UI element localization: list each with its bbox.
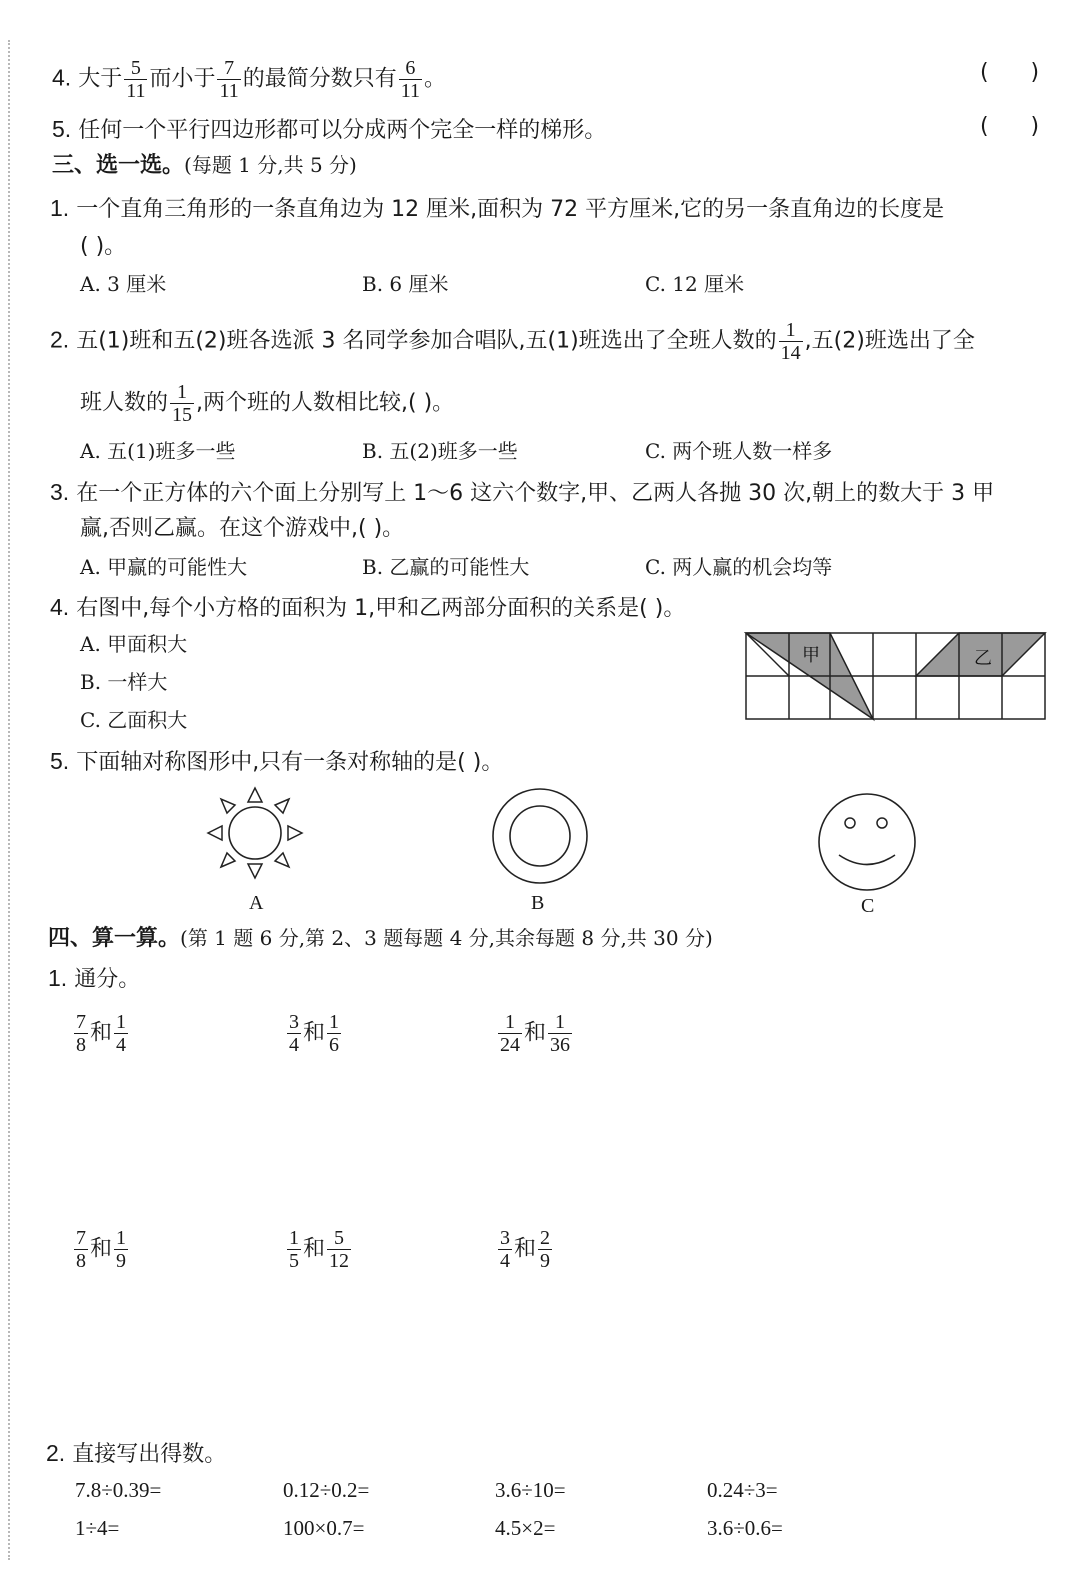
question-text: 五(1)班和五(2)班各选派 3 名同学参加合唱队,五(1)班选出了全班人数的	[76, 328, 777, 354]
question-text-line2: 赢,否则乙赢。在这个游戏中,( )。	[80, 516, 405, 541]
option-b[interactable]: B. 一样大	[80, 670, 168, 694]
question-number: 2.	[46, 1440, 66, 1466]
choice-question-4	[50, 592, 685, 624]
question-text: 在一个正方体的六个面上分别写上 1～6 这六个数字,甲、乙两人各抛 30 次,朝上的数大于 3 甲	[76, 481, 995, 506]
option-a[interactable]: A. 3 厘米	[80, 272, 167, 296]
fraction: $\frac{7}{11}$	[219, 57, 239, 102]
question-text: 而小于	[149, 66, 216, 92]
question-number: 2.	[50, 326, 70, 353]
choice-question-1	[50, 193, 944, 225]
question-text-line2: ( )。	[80, 234, 127, 259]
option-c[interactable]: C. 两人赢的机会均等	[645, 555, 833, 579]
choice-question-2	[50, 320, 975, 363]
question-number: 4.	[52, 64, 72, 91]
question-text: 直接写出得数。	[72, 1442, 227, 1467]
fraction: $\frac{1}{14}$	[780, 319, 801, 364]
ring-figure[interactable]	[490, 786, 590, 886]
choice-question-5	[50, 746, 503, 778]
judge-question-4: 4. 大于 $\frac{5}{11}$ 而小于 $\frac{7}{11}$ 的最简分数只有 $\frac{6}{11}$ 。	[52, 57, 447, 102]
figure-label-a: A	[249, 892, 264, 914]
fraction: $\frac{5}{11}$	[126, 57, 146, 102]
section-note: (第 1 题 6 分,第 2、3 题每题 4 分,其余每题 8 分,共 30 分)	[180, 926, 713, 950]
fraction: $\frac{6}{11}$	[400, 57, 421, 102]
fraction-pair-6: $\frac{3}{4}$ 和 $\frac{2}{9}$	[500, 1227, 551, 1272]
question-text: 大于	[78, 66, 123, 92]
question-text: ,五(2)班选出了全	[804, 328, 975, 354]
section-heading	[52, 150, 357, 181]
question-number: 1.	[50, 195, 70, 221]
question-text: 一个直角三角形的一条直角边为 12 厘米,面积为 72 平方厘米,它的另一条直角边的长度是	[76, 197, 945, 222]
question-number: 4.	[50, 594, 70, 620]
question-text: 任何一个平行四边形都可以分成两个完全一样的梯形。	[78, 118, 607, 143]
calc-item-4[interactable]: 0.24÷3=	[707, 1478, 778, 1502]
option-a[interactable]: A. 甲赢的可能性大	[80, 555, 248, 579]
section-title: 四、算一算。	[48, 926, 181, 951]
option-c[interactable]: C. 12 厘米	[645, 272, 745, 296]
judge-question-5	[52, 114, 606, 146]
calc-item-1[interactable]: 7.8÷0.39=	[75, 1478, 162, 1502]
option-b[interactable]: B. 五(2)班多一些	[362, 439, 518, 463]
section-note: (每题 1 分,共 5 分)	[184, 153, 357, 177]
fraction: $\frac{1}{15}$	[172, 381, 193, 426]
option-b[interactable]: B. 6 厘米	[362, 272, 449, 296]
option-a[interactable]: A. 甲面积大	[80, 632, 188, 656]
calc-item-7[interactable]: 4.5×2=	[495, 1516, 556, 1540]
question-text: 通分。	[74, 967, 141, 992]
question-text: 下面轴对称图形中,只有一条对称轴的是( )。	[76, 750, 504, 775]
question-number: 1.	[48, 965, 68, 991]
question-number: 5.	[50, 748, 70, 774]
binding-margin-line	[8, 40, 10, 1560]
label-jia: 甲	[802, 645, 820, 666]
fraction-pair-5: $\frac{1}{5}$ 和 $\frac{5}{12}$	[289, 1227, 350, 1272]
calc-item-5[interactable]: 1÷4=	[75, 1516, 120, 1540]
calc-item-2[interactable]: 0.12÷0.2=	[283, 1478, 370, 1502]
calc-question-1	[48, 963, 140, 995]
figure-label-b: B	[531, 892, 545, 914]
fraction-pair-4: $\frac{7}{8}$ 和 $\frac{1}{9}$	[76, 1227, 127, 1272]
question-number: 5.	[52, 116, 72, 142]
question-text-line2: 班人数的 $\frac{1}{15}$ ,两个班的人数相比较,( )。	[80, 381, 455, 426]
fraction-pair-2: $\frac{3}{4}$ 和 $\frac{1}{6}$	[289, 1011, 340, 1056]
sun-figure[interactable]	[205, 785, 305, 885]
calc-item-3[interactable]: 3.6÷10=	[495, 1478, 566, 1502]
answer-blank[interactable]: ( )	[980, 114, 1040, 139]
option-a[interactable]: A. 五(1)班多一些	[80, 439, 236, 463]
section-title: 三、选一选。	[52, 153, 185, 178]
calc-item-6[interactable]: 100×0.7=	[283, 1516, 365, 1540]
option-b[interactable]: B. 乙赢的可能性大	[362, 555, 530, 579]
option-c[interactable]: C. 乙面积大	[80, 708, 188, 732]
figure-label-c: C	[861, 895, 875, 917]
label-yi: 乙	[974, 648, 992, 669]
area-grid-figure	[744, 630, 1048, 722]
fraction-pair-3: $\frac{1}{24}$ 和 $\frac{1}{36}$	[500, 1011, 571, 1056]
fraction-pair-1: $\frac{7}{8}$ 和 $\frac{1}{4}$	[76, 1011, 127, 1056]
choice-question-3	[50, 477, 994, 509]
answer-blank[interactable]: ( )	[980, 60, 1040, 85]
question-text: 的最简分数只有	[242, 66, 397, 92]
calc-item-8[interactable]: 3.6÷0.6=	[707, 1516, 783, 1540]
question-text: 右图中,每个小方格的面积为 1,甲和乙两部分面积的关系是( )。	[76, 596, 686, 621]
option-c[interactable]: C. 两个班人数一样多	[645, 439, 833, 463]
calc-question-2	[46, 1438, 226, 1470]
section-heading	[48, 923, 713, 954]
smiley-figure[interactable]	[815, 790, 919, 894]
question-number: 3.	[50, 479, 70, 505]
